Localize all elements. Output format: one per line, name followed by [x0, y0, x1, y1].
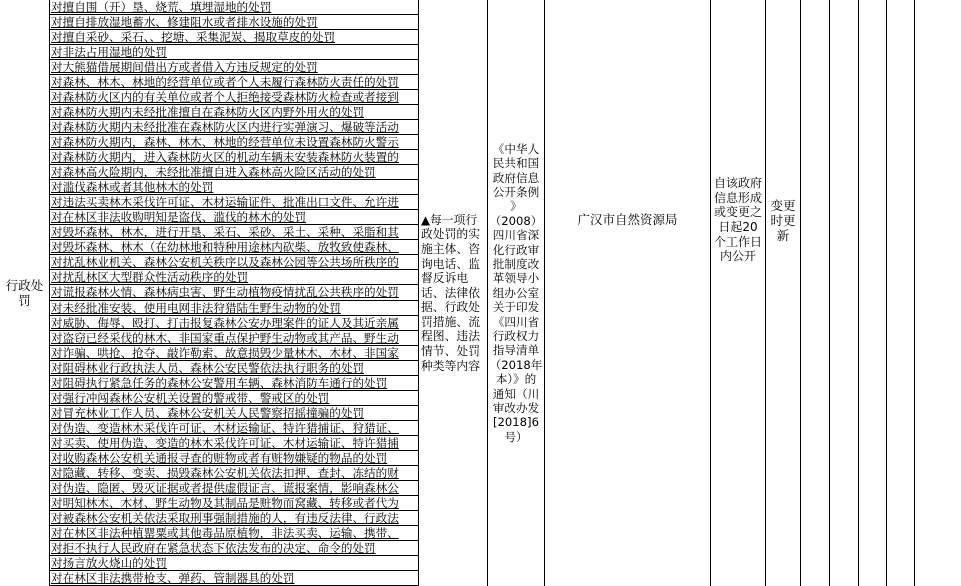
legal-basis-line: 革领导小 — [492, 271, 540, 286]
penalty-item: 对在林区非法收购明知是盗伐、滥伐的林木的处罚 — [50, 210, 418, 225]
penalty-item: 对毁坏森林、林木（在幼林地和特种用途林内砍柴、放牧致使森林、 — [50, 240, 418, 255]
penalty-item-list — [50, 0, 418, 586]
penalty-item: 对在林区非法携带枪支、弹药、管制器具的处罚 — [50, 571, 418, 586]
legal-basis-line: 组办公室 — [492, 285, 540, 300]
legal-basis-line: （2008） — [489, 213, 543, 228]
penalty-item: 对隐藏、转移、变卖、损毁森林公安机关依法扣押、查封、冻结的财 — [50, 466, 418, 481]
penalty-item: 对毁坏森林、林木，进行开垦、采石、采砂、采土、采种、采脂和其 — [50, 225, 418, 240]
content-scope-cell — [419, 0, 487, 586]
penalty-item: 对森林防火期内未经批准在森林防火区内进行实弹演习、爆破等活动 — [50, 120, 418, 135]
legal-basis-line: 审改办发 — [492, 401, 540, 416]
agency-name: 广汉市自然资源局 — [577, 211, 678, 227]
penalty-item: 对强行冲闯森林公安机关设置的警戒带、警戒区的处罚 — [50, 391, 418, 406]
penalty-item: 对滥伐森林或者其他林木的处罚 — [50, 180, 418, 195]
legal-basis-line: 本）》的 — [495, 372, 537, 387]
legal-basis-line: 政府信息 — [492, 170, 540, 185]
legal-basis-line: 化行政审 — [492, 242, 540, 257]
penalty-item: 对收购森林公安机关通报寻查的赃物或者有赃物嫌疑的物品的处罚 — [50, 451, 418, 466]
legal-basis-line: 批制度改 — [492, 256, 540, 271]
update-note-cell — [766, 0, 800, 440]
penalty-item: 对盗窃已经采伐的林木、非国家重点保护野生动物或其产品、野生动 — [50, 331, 418, 346]
penalty-item: 对扬言放火烧山的处罚 — [50, 556, 418, 571]
legal-basis-line: 《中华人 — [492, 141, 540, 156]
penalty-item: 对大熊猫借展期间借出方或者借入方违反规定的处罚 — [50, 60, 418, 75]
penalty-item: 对擅自采砂、采石、、挖塘、采集泥炭、揭取草皮的处罚 — [50, 30, 418, 45]
category-cell — [0, 0, 49, 586]
grid-line — [858, 0, 859, 586]
penalty-item: 对森林防火区内的有关单位或者个人拒绝接受森林防火检查或者接到 — [50, 90, 418, 105]
penalty-item: 对在林区非法种植罂粟或其他毒品原植物，非法买卖、运输、携带、 — [50, 526, 418, 541]
penalty-item: 对被森林公安机关依法采取刑事强制措施的人，有违反法律、行政法 — [50, 511, 418, 526]
penalty-item: 对森林防火期内未经批准擅自在森林防火区内野外用火的处罚 — [50, 105, 418, 120]
penalty-item: 对森林防火期内，森林、林木、林地的经营单位未设置森林防火警示 — [50, 135, 418, 150]
legal-basis-cell — [488, 0, 544, 586]
penalty-item: 对非法占用湿地的处罚 — [50, 45, 418, 60]
penalty-item: 对买卖、使用伪造、变造的林木采伐许可证、木材运输证、特许猎捕 — [50, 436, 418, 451]
legal-basis-line: 通知（川 — [492, 386, 540, 401]
legal-basis-text — [490, 142, 543, 445]
time-limit-text: 自该政府信息形成或变更之日起20个工作日内公开 — [713, 175, 762, 264]
legal-basis-line: 指导清单 — [492, 343, 540, 358]
penalty-item: 对冒充林业工作人员、森林公安机关人民警察招摇撞骗的处罚 — [50, 406, 418, 421]
penalty-item: 对森林防火期内，进入森林防火区的机动车辆未安装森林防火装置的 — [50, 150, 418, 165]
penalty-item: 对伪造、变造林木采伐许可证、木材运输证、特许猎捕证、狩猎证、 — [50, 421, 418, 436]
time-limit-cell — [711, 0, 765, 440]
penalty-item: 对擅自排放湿地蓄水、修建阻水或者排水设施的处罚 — [50, 15, 418, 30]
penalty-item: 对明知林木、木材、野生动物及其制品是赃物而窝藏、转移或者代为 — [50, 496, 418, 511]
legal-basis-line: 《四川省 — [492, 314, 540, 329]
penalty-item: 对擅自围（开）垦、烧荒、填埋湿地的处罚 — [50, 0, 418, 15]
legal-basis-line: 民共和国 — [492, 156, 540, 171]
penalty-item: 对森林、林木、林地的经营单位或者个人未履行森林防火责任的处罚 — [50, 75, 418, 90]
agency-cell — [545, 0, 710, 440]
legal-basis-line: 号） — [504, 429, 528, 444]
grid-line — [914, 0, 915, 586]
penalty-item: 对未经批准安装、使用电网非法狩猎陆生野生动物的处罚 — [50, 301, 418, 316]
penalty-item: 对扰乱林区大型群众性活动秩序的处罚 — [50, 270, 418, 285]
update-note-text: 变更时更新 — [770, 197, 796, 243]
grid-line — [829, 0, 830, 586]
category-label: 行政处罚 — [5, 278, 44, 308]
grid-line — [800, 0, 801, 586]
legal-basis-line: 》 — [510, 199, 522, 214]
penalty-item: 对伪造、隐匿、毁灭证据或者提供虚假证言、谎报案情，影响森林公 — [50, 481, 418, 496]
legal-basis-line: 公开条例 — [492, 184, 540, 199]
legal-basis-line: （2018年 — [489, 357, 543, 372]
legal-basis-line: 四川省深 — [492, 228, 540, 243]
content-scope-text: ▲每一项行政处罚的实施主体、咨询电话、监督反诉电话、法律依据、行政处罚措施、流程图、违法情节、处罚种类等内容 — [421, 212, 480, 373]
legal-basis-line: [2018]6 — [493, 415, 539, 430]
penalty-item: 对阻碍执行紧急任务的森林公安警用车辆、森林消防车通行的处罚 — [50, 376, 418, 391]
penalty-item: 对阻碍林业行政执法人员、森林公安民警依法执行职务的处罚 — [50, 361, 418, 376]
legal-basis-line: 行政权力 — [492, 329, 540, 344]
penalty-item: 对拒不执行人民政府在紧急状态下依法发布的决定、命令的处罚 — [50, 541, 418, 556]
legal-basis-line: 关于印发 — [492, 300, 540, 315]
penalty-item: 对威胁、侮辱、殴打、打击报复森林公安办理案件的证人及其近亲属 — [50, 316, 418, 331]
penalty-item: 对违法买卖林木采伐许可证、木材运输证件、批准出口文件、允许进 — [50, 195, 418, 210]
penalty-item: 对诈骗、哄抢、抢夺、敲诈勒索、故意损毁少量林木、木材、非国家 — [50, 346, 418, 361]
penalty-item: 对扰乱林业机关、森林公安机关秩序以及森林公园等公共场所秩序的 — [50, 255, 418, 270]
grid-line — [886, 0, 887, 586]
penalty-item: 对森林高火险期内，未经批准擅自进入森林高火险区活动的处罚 — [50, 165, 418, 180]
penalty-item: 对谎报森林火情、森林病虫害、野生动植物疫情扰乱公共秩序的处罚 — [50, 285, 418, 300]
